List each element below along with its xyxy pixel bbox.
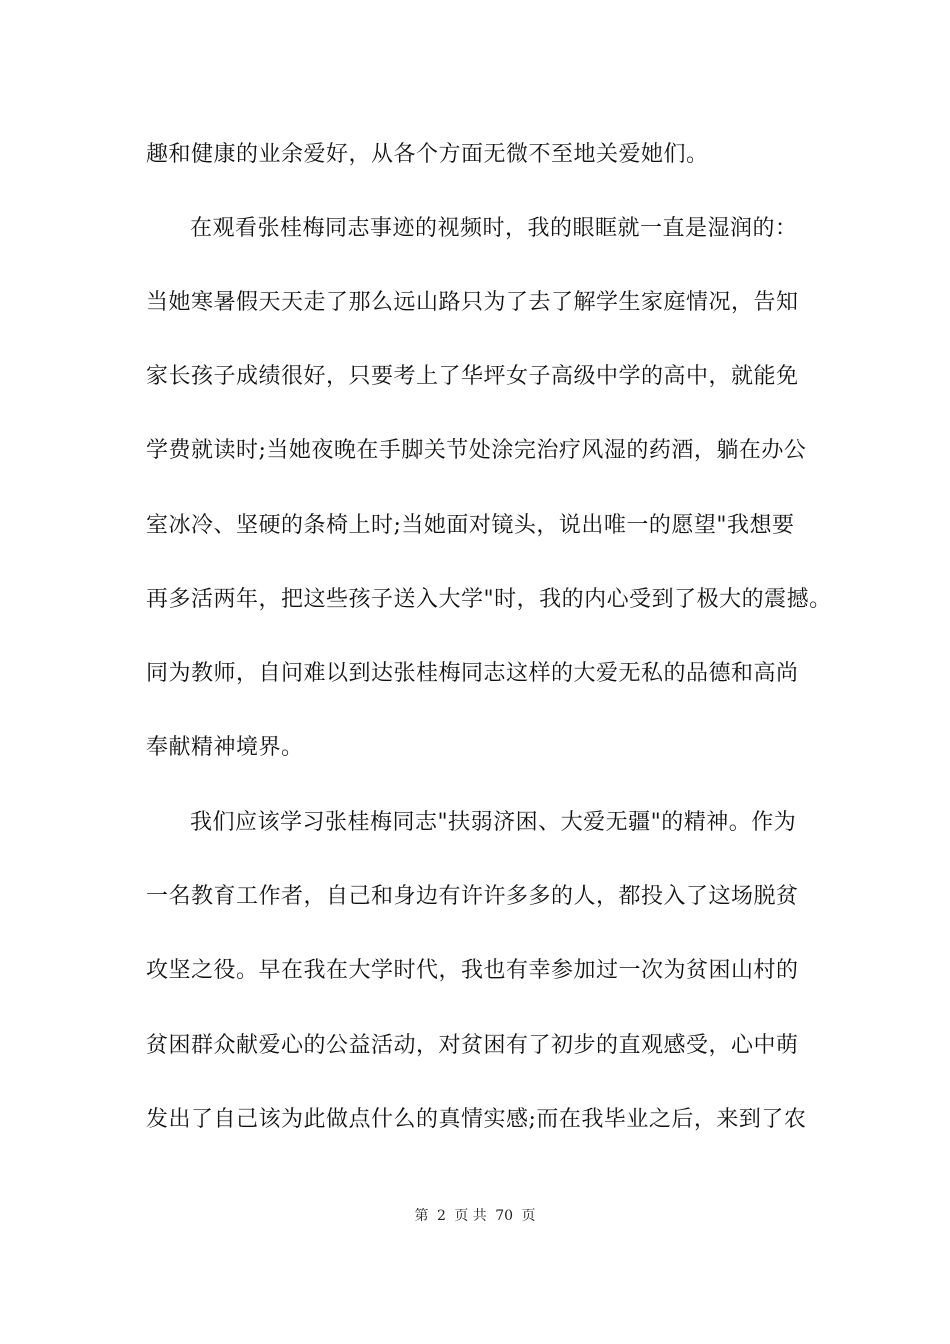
text-line-13: 贫困群众献爱心的公益活动，对贫困有了初步的直观感受，心中萌 [146, 1033, 799, 1058]
text-line-12: 攻坚之役。早在我在大学时代，我也有幸参加过一次为贫困山村的 [146, 958, 799, 983]
text-line-6: 室冰冷、坚硬的条椅上时;当她面对镜头，说出唯一的愿望"我想要 [146, 513, 795, 538]
text-line-11: 一名教育工作者，自己和身边有许许多多的人，都投入了这场脱贫 [146, 884, 799, 909]
text-line-2: 在观看张桂梅同志事迹的视频时，我的眼眶就一直是湿润的： [190, 216, 798, 241]
text-line-3: 当她寒暑假天天走了那么远山路只为了去了解学生家庭情况，告知 [146, 290, 799, 315]
text-line-14: 发出了自己该为此做点什么的真情实感;而在我毕业之后，来到了农 [146, 1107, 807, 1132]
footer-prefix: 第 [414, 1208, 429, 1224]
text-line-4: 家长孩子成绩很好，只要考上了华坪女子高级中学的高中，就能免 [146, 364, 799, 389]
page-number: 2 [436, 1208, 446, 1224]
footer-suffix: 页 [521, 1208, 536, 1224]
footer-mid: 页 共 [454, 1208, 487, 1224]
text-line-1: 趣和健康的业余爱好，从各个方面无微不至地关爱她们。 [146, 142, 709, 167]
text-line-8: 同为教师，自问难以到达张桂梅同志这样的大爱无私的品德和高尚 [146, 661, 799, 686]
page-footer [0, 1206, 950, 1226]
text-line-5: 学费就读时;当她夜晚在手脚关节处涂完治疗风湿的药酒，躺在办公 [146, 438, 807, 463]
text-line-7: 再多活两年，把这些孩子送入大学"时，我的内心受到了极大的震撼。 [146, 587, 832, 612]
text-line-10: 我们应该学习张桂梅同志"扶弱济困、大爱无疆"的精神。作为 [190, 810, 797, 835]
total-pages: 70 [495, 1208, 514, 1224]
text-line-9: 奉献精神境界。 [146, 735, 304, 760]
